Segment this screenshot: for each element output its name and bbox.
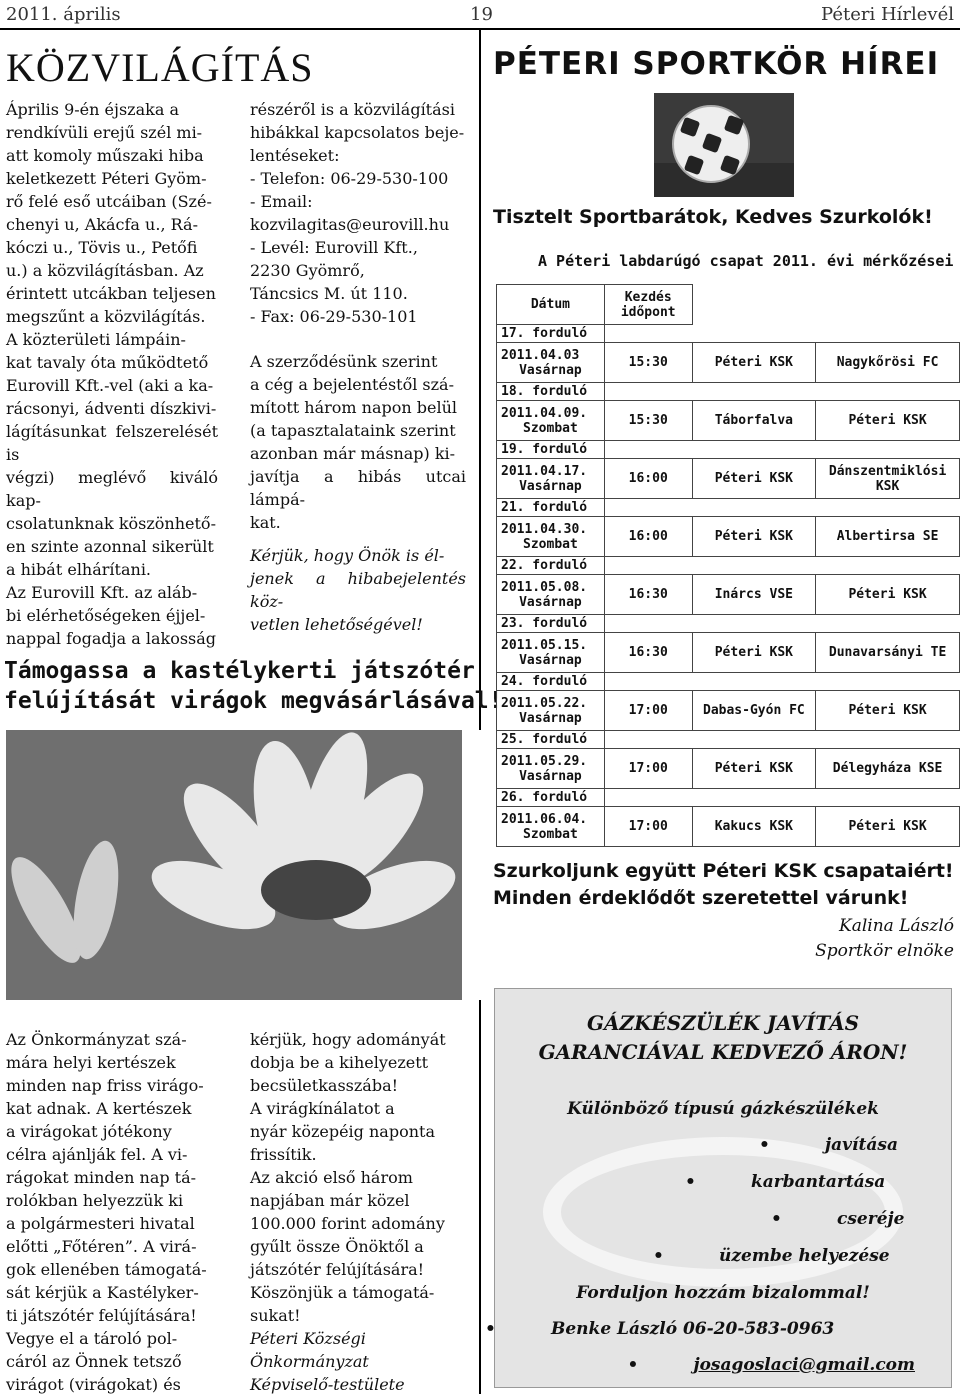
match-day: Szombat xyxy=(523,826,578,842)
text-line: a virágokat jótékony xyxy=(6,1122,172,1141)
text-line: att komoly műszaki hiba xyxy=(6,146,204,165)
support-line-2: Minden érdeklődőt szeretettel várunk! xyxy=(493,887,909,909)
away-team: Péteri KSK xyxy=(816,401,960,441)
support-text xyxy=(493,858,954,912)
match-date: 2011.05.22. xyxy=(501,695,588,711)
match-row xyxy=(497,401,960,441)
home-team: Táborfalva xyxy=(692,401,816,441)
text-line: rácsonyi, ádventi díszkivi- xyxy=(6,399,217,418)
away-team: Nagykőrösi FC xyxy=(816,343,960,383)
round-label: 19. forduló xyxy=(497,441,605,459)
match-day: Vasárnap xyxy=(519,768,582,784)
text-line: Vegye el a tároló pol- xyxy=(6,1329,178,1348)
text-line: Április 9-én éjszaka a xyxy=(6,100,180,119)
column-divider-lower xyxy=(479,1000,481,1394)
text-line: Az Önkormányzat szá- xyxy=(6,1030,187,1049)
round-row xyxy=(497,557,960,575)
text-line: Az akció első három xyxy=(250,1168,413,1187)
text-line: rendkívüli erejű szél mi- xyxy=(6,123,203,142)
text-line: játszótér felújítására! xyxy=(250,1260,425,1279)
match-day: Szombat xyxy=(523,536,578,552)
match-time: 16:00 xyxy=(604,517,692,557)
flowers-column-2 xyxy=(250,1028,464,1394)
text-line: 2230 Gyömrő, xyxy=(250,261,365,280)
text-line: ti játszótér felújítására! xyxy=(6,1306,197,1325)
sport-greeting: Tisztelt Sportbarátok, Kedves Szurkolók! xyxy=(493,206,933,228)
playground-banner xyxy=(4,656,503,716)
newsletter-name: Péteri Hírlevél xyxy=(821,4,954,25)
football-photo xyxy=(654,93,794,197)
text-line: kat tavaly óta működtető xyxy=(6,353,209,372)
flowers-column-1 xyxy=(6,1028,218,1394)
round-row xyxy=(497,325,960,343)
service-item: • karbantartása xyxy=(751,1172,885,1192)
match-date: 2011.06.04. xyxy=(501,811,588,827)
text-line: kat. xyxy=(250,513,281,532)
signature-name: Kalina László xyxy=(839,916,954,936)
text-line: gok ellenében támogatá- xyxy=(6,1260,207,1279)
text-line: előtti „Főtéren”. A virá- xyxy=(6,1237,197,1256)
column-divider xyxy=(479,30,481,730)
match-time: 17:00 xyxy=(604,691,692,731)
text-line: mított három napon belül xyxy=(250,398,458,417)
text-line: A virágkínálatot a xyxy=(250,1099,395,1118)
text-line: kérjük, hogy adományát xyxy=(250,1030,446,1049)
away-team: Péteri KSK xyxy=(816,575,960,615)
text-line: Kérjük, hogy Önök is él- xyxy=(250,546,445,565)
lighting-column-1 xyxy=(6,98,218,650)
match-date-cell xyxy=(497,807,605,847)
match-date-cell xyxy=(497,459,605,499)
text-line: nyár közepéig naponta xyxy=(250,1122,435,1141)
match-row xyxy=(497,749,960,789)
text-line: mára helyi kertészek xyxy=(6,1053,176,1072)
match-time: 17:00 xyxy=(604,749,692,789)
text-line: bi elérhetőségeken éjjel- xyxy=(6,606,206,625)
sport-signature xyxy=(815,914,954,964)
away-team: Dunavarsányi TE xyxy=(816,633,960,673)
match-time: 15:30 xyxy=(604,343,692,383)
text-line: - Levél: Eurovill Kft., xyxy=(250,238,418,257)
ad-heading-line-2: GARANCIÁVAL KEDVEZŐ ÁRON! xyxy=(538,1040,908,1064)
home-team: Péteri KSK xyxy=(692,633,816,673)
away-team: Albertirsa SE xyxy=(816,517,960,557)
text-line: (a tapasztalataink szerint xyxy=(250,421,456,440)
match-time: 16:30 xyxy=(604,575,692,615)
text-line: becsületkasszába! xyxy=(250,1076,399,1095)
header-date: Dátum xyxy=(497,285,605,325)
text-line: rágokat minden nap tá- xyxy=(6,1168,197,1187)
round-label: 21. forduló xyxy=(497,499,605,517)
text-line: dobja be a kihelyezett xyxy=(250,1053,429,1072)
home-team: Péteri KSK xyxy=(692,517,816,557)
match-date: 2011.05.08. xyxy=(501,579,588,595)
round-label: 24. forduló xyxy=(497,673,605,691)
text-line: sukat! xyxy=(250,1306,301,1325)
text-line: kozvilagitas@eurovill.hu xyxy=(250,215,450,234)
text-line: en szinte azonnal sikerült xyxy=(6,537,214,556)
ad-heading xyxy=(495,1009,951,1067)
home-team: Inárcs VSE xyxy=(692,575,816,615)
ad-email[interactable]: • josagoslaci@gmail.com xyxy=(693,1355,915,1375)
match-row xyxy=(497,691,960,731)
ad-trust-line: Forduljon hozzám bizalommal! xyxy=(576,1283,870,1303)
round-row xyxy=(497,499,960,517)
text-line: A közterületi lámpáin- xyxy=(6,330,186,349)
municipality-signature: Önkormányzat xyxy=(250,1352,369,1371)
text-line: minden nap friss virágo- xyxy=(6,1076,204,1095)
banner-line-1: Támogassa a kastélykerti játszótér xyxy=(4,658,475,684)
match-time: 16:30 xyxy=(604,633,692,673)
text-line: csolatunknak köszönhető- xyxy=(6,514,216,533)
text-line: részéről is a közvilágítási xyxy=(250,100,455,119)
text-line: frissítik. xyxy=(250,1145,317,1164)
text-line: vetlen lehetőségével! xyxy=(250,615,423,634)
home-team: Péteri KSK xyxy=(692,749,816,789)
round-label: 17. forduló xyxy=(497,325,605,343)
municipality-signature: Péteri Községi xyxy=(250,1329,366,1348)
round-row xyxy=(497,441,960,459)
match-time: 16:00 xyxy=(604,459,692,499)
home-team: Kakucs KSK xyxy=(692,807,816,847)
match-row xyxy=(497,517,960,557)
match-date-cell xyxy=(497,575,605,615)
round-row xyxy=(497,615,960,633)
text-line: napjában már közel xyxy=(250,1191,410,1210)
match-row xyxy=(497,459,960,499)
away-team: Péteri KSK xyxy=(816,691,960,731)
match-date: 2011.05.29. xyxy=(501,753,588,769)
match-date: 2011.04.03 xyxy=(501,347,580,363)
text-line: sát kérjük a Kastélyker- xyxy=(6,1283,199,1302)
daisy-photo xyxy=(6,730,462,1000)
text-line: végzi) meglévő kiváló kap- xyxy=(6,468,218,510)
text-line: hibákkal kapcsolatos beje- xyxy=(250,123,465,142)
match-day: Vasárnap xyxy=(519,478,582,494)
round-label: 22. forduló xyxy=(497,557,605,575)
match-date: 2011.05.15. xyxy=(501,637,588,653)
text-line: érintett utcákban teljesen xyxy=(6,284,216,303)
away-team: Délegyháza KSE xyxy=(816,749,960,789)
text-line: cáról az Önnek tetsző xyxy=(6,1352,182,1371)
text-line: célra ajánlják fel. A vi- xyxy=(6,1145,188,1164)
service-item: • cseréje xyxy=(837,1209,904,1229)
page-header xyxy=(0,0,960,30)
match-time: 15:30 xyxy=(604,401,692,441)
round-row xyxy=(497,731,960,749)
support-line-1: Szurkoljunk együtt Péteri KSK csapataiért! xyxy=(493,860,954,882)
text-line: Köszönjük a támogatá- xyxy=(250,1283,435,1302)
text-line: chenyi u, Akácfa u., Rá- xyxy=(6,215,198,234)
round-row xyxy=(497,383,960,401)
ad-subheading: Különböző típusú gázkészülékek xyxy=(567,1099,879,1119)
round-row xyxy=(497,673,960,691)
match-date-cell xyxy=(497,749,605,789)
match-date-cell xyxy=(497,517,605,557)
home-team: Dabas-Gyón FC xyxy=(692,691,816,731)
lighting-column-2 xyxy=(250,98,466,636)
match-date: 2011.04.30. xyxy=(501,521,588,537)
text-line: nappal fogadja a lakosság xyxy=(6,629,217,648)
lighting-title: KÖZVILÁGÍTÁS xyxy=(6,45,314,90)
text-line: kóczi u., Tövis u., Petőfi xyxy=(6,238,198,257)
match-day: Szombat xyxy=(523,420,578,436)
match-date: 2011.04.17. xyxy=(501,463,588,479)
match-row xyxy=(497,807,960,847)
ad-heading-line-1: GÁZKÉSZÜLÉK JAVÍTÁS xyxy=(586,1011,860,1035)
municipality-signature: Képviselő-testülete xyxy=(250,1375,405,1394)
away-team: Dánszentmiklósi KSK xyxy=(816,459,960,499)
match-time: 17:00 xyxy=(604,807,692,847)
text-line: keletkezett Péteri Gyöm- xyxy=(6,169,207,188)
match-day: Vasárnap xyxy=(519,362,582,378)
text-line: a cég a bejelentéstől szá- xyxy=(250,375,454,394)
text-line: a polgármesteri hivatal xyxy=(6,1214,195,1233)
text-line: javítja a hibás utcai lámpá- xyxy=(250,467,466,509)
text-line: A szerződésünk szerint xyxy=(250,352,438,371)
text-line: jenek a hibabejelentés köz- xyxy=(250,569,466,611)
service-item: • üzembe helyezése xyxy=(719,1246,890,1266)
text-line: gyűlt össze Önöktől a xyxy=(250,1237,424,1256)
schedule-title: A Péteri labdarúgó csapat 2011. évi mérkőzései xyxy=(538,252,954,270)
text-line: 100.000 forint adomány xyxy=(250,1214,445,1233)
text-line: rolókban helyezzük ki xyxy=(6,1191,184,1210)
match-date-cell xyxy=(497,343,605,383)
text-line: - Email: xyxy=(250,192,313,211)
text-line: virágot (virágokat) és xyxy=(6,1375,181,1394)
match-row xyxy=(497,633,960,673)
match-date-cell xyxy=(497,401,605,441)
round-label: 26. forduló xyxy=(497,789,605,807)
issue-date: 2011. április xyxy=(6,4,121,25)
text-line: Az Eurovill Kft. az aláb- xyxy=(6,583,198,602)
home-team: Péteri KSK xyxy=(692,343,816,383)
match-date-cell xyxy=(497,691,605,731)
gas-repair-ad xyxy=(494,988,952,1388)
round-label: 25. forduló xyxy=(497,731,605,749)
home-team: Péteri KSK xyxy=(692,459,816,499)
text-line: u.) a közvilágításban. Az xyxy=(6,261,204,280)
round-label: 23. forduló xyxy=(497,615,605,633)
text-line: Eurovill Kft.-vel (aki a ka- xyxy=(6,376,214,395)
text-line: lágításunkat felszerelését is xyxy=(6,422,218,464)
match-row xyxy=(497,575,960,615)
text-line: azonban már másnap) ki- xyxy=(250,444,456,463)
text-line: - Fax: 06-29-530-101 xyxy=(250,307,418,326)
match-date: 2011.04.09. xyxy=(501,405,588,421)
header-time: Kezdés időpont xyxy=(604,285,692,325)
match-schedule-table xyxy=(496,284,960,847)
text-line: rő felé eső utcáiban (Szé- xyxy=(6,192,212,211)
sport-title: PÉTERI SPORTKÖR HÍREI xyxy=(493,46,940,82)
match-day: Vasárnap xyxy=(519,710,582,726)
text-line: Táncsics M. út 110. xyxy=(250,284,408,303)
round-label: 18. forduló xyxy=(497,383,605,401)
away-team: Péteri KSK xyxy=(816,807,960,847)
banner-line-2: felújítását virágok megvásárlásával! xyxy=(4,688,503,714)
round-row xyxy=(497,789,960,807)
text-line: a hibát elhárítani. xyxy=(6,560,152,579)
text-line: kat adnak. A kertészek xyxy=(6,1099,192,1118)
text-line: - Telefon: 06-29-530-100 xyxy=(250,169,449,188)
match-day: Vasárnap xyxy=(519,652,582,668)
ad-contact: • Benke László 06-20-583-0963 xyxy=(551,1319,834,1339)
page-number: 19 xyxy=(470,4,493,25)
signature-role: Sportkör elnöke xyxy=(815,941,954,961)
service-item: • javítása xyxy=(825,1135,898,1155)
match-row xyxy=(497,343,960,383)
text-line: megszűnt a közvilágítás. xyxy=(6,307,206,326)
match-day: Vasárnap xyxy=(519,594,582,610)
match-date-cell xyxy=(497,633,605,673)
text-line: lentéseket: xyxy=(250,146,340,165)
